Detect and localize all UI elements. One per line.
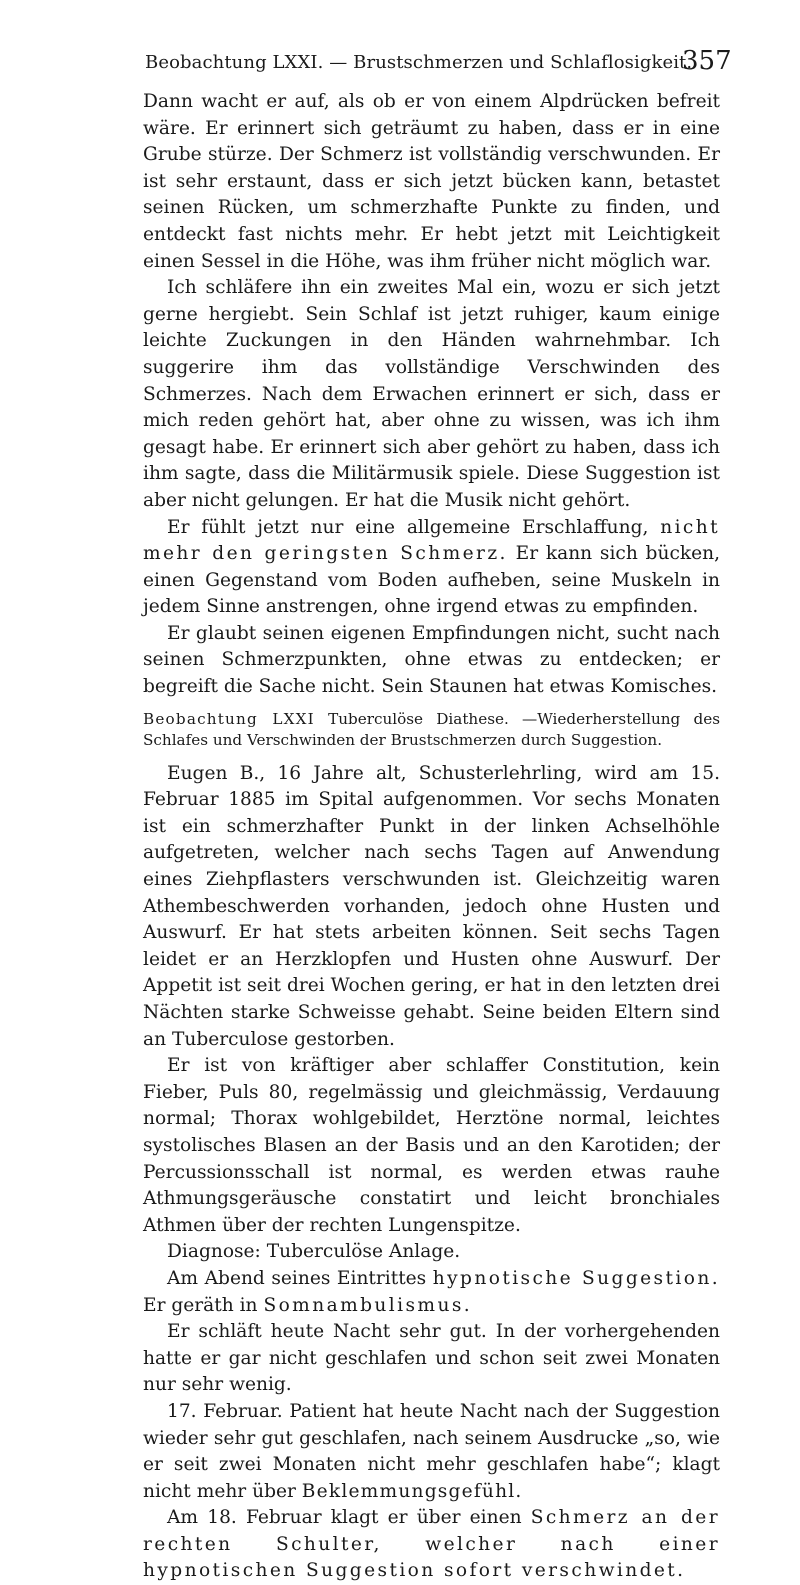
paragraph-text: Er fühlt jetzt nur eine allgemeine Erschlaffung, — [167, 516, 661, 538]
paragraph — [143, 1399, 720, 1505]
paragraph-text: Er kann sich bücken, einen Gegenstand vom Boden aufheben, seine Muskeln in jedem Sinne anstrengen, ohne irgend etwas zu empfinden. — [143, 543, 721, 618]
emphasized-text: Schmerz an der rechten Schulter, welcher nach einer hypnotischen Suggestion sofort verschwindet. — [143, 1507, 720, 1582]
paragraph: Er ist von kräftiger aber schlaffer Constitution, kein Fieber, Puls 80, regelmässig und gleichmässig, Verdauung normal; Thorax wohlgebildet, Herztöne normal, leichtes systolisches Blasen an der Basis und an den Karotiden; der Percussionsschall ist normal, es werden etwas rauhe Athmungsgeräusche constatirt und leicht bronchiales Athmen über der rechten Lungenspitze. — [143, 1055, 720, 1236]
emphasized-text: Beklemmungsgefühl. — [301, 1480, 523, 1502]
paragraph-text: Am Abend seines Eintrittes — [167, 1267, 433, 1289]
paragraph: Diagnose: Tuberculöse Anlage. — [167, 1241, 461, 1263]
paragraph — [143, 515, 720, 621]
observation-heading — [143, 709, 720, 751]
paragraph — [143, 1505, 720, 1585]
paragraph: Er glaubt seinen eigenen Empfindungen nicht, sucht nach seinen Schmerzpunkten, ohne etwas zu entdecken; er begreift die Sache nicht. Sein Staunen hat etwas Komisches. — [143, 622, 720, 698]
paragraph-text: Am 18. Februar klagt er über einen — [167, 1507, 531, 1529]
paragraph-text: 17. Februar. Patient hat heute Nacht nach der Suggestion wieder sehr gut geschlafen, nach seinem Ausdrucke „so, wie er seit zwei Monaten nicht mehr geschlafen habe“; klagt nicht mehr über — [143, 1400, 720, 1502]
body-text — [143, 89, 720, 1585]
paragraph: Eugen B., 16 Jahre alt, Schusterlehrling, wird am 15. Februar 1885 im Spital aufgenommen. Vor sechs Monaten ist ein schmerzhafter Punkt in der linken Achselhöhle aufgetreten, welcher nach sechs Tagen auf Anwendung eines Ziehpflasters verschwunden ist. Gleichzeitig waren Athembeschwerden vorhanden, jedoch ohne Husten und Auswurf. Er hat stets arbeiten können. Seit sechs Tagen leidet er an Herzklopfen und Husten ohne Auswurf. Der Appetit ist seit drei Wochen gering, er hat in den letzten drei Nächten starke Schweisse gehabt. Seine beiden Eltern sind an Tuberculose gestorben. — [143, 762, 720, 1050]
paragraph: Er schläft heute Nacht sehr gut. In der vorhergehenden hatte er gar nicht geschlafen und schon seit zwei Monaten nur sehr wenig. — [143, 1321, 720, 1396]
running-head-title: Beobachtung LXXI. — Brustschmerzen und Schlaflosigkeit. — [145, 52, 693, 73]
emphasized-text: hypnotische Suggestion. — [432, 1267, 720, 1289]
observation-title: Tuberculöse Diathese. —Wiederherstellung des Schlafes und Verschwinden der Brustschmerzen durch Suggestion. — [143, 709, 720, 749]
emphasized-text: Somnambulismus. — [263, 1294, 473, 1316]
paragraph: Ich schläfere ihn ein zweites Mal ein, wozu er sich jetzt gerne hergiebt. Sein Schlaf ist jetzt ruhiger, kaum einige leichte Zuckungen in den Händen wahrnehmbar. Ich suggerire ihm das vollständige Verschwinden des Schmerzes. Nach dem Erwachen erinnert er sich, dass er mich reden gehört hat, aber ohne zu wissen, was ich ihm gesagt habe. Er erinnert sich aber gehört zu haben, dass ich ihm sagte, dass die Militärmusik spiele. Diese Suggestion ist aber nicht gelungen. Er hat die Musik nicht gehört. — [143, 277, 720, 511]
observation-number: Beobachtung LXXI — [143, 709, 315, 728]
paragraph-text: Er geräth in — [143, 1294, 264, 1316]
page-number: 357 — [682, 46, 732, 76]
emphasized-text: nicht mehr den geringsten Schmerz. — [143, 516, 720, 565]
paragraph: Dann wacht er auf, als ob er von einem Alpdrücken befreit wäre. Er erinnert sich geträumt zu haben, dass er in eine Grube stürze. Der Schmerz ist vollständig verschwunden. Er ist sehr erstaunt, dass er sich jetzt bücken kann, betastet seinen Rücken, um schmerzhafte Punkte zu finden, und entdeckt fast nichts mehr. Er hebt jetzt mit Leichtigkeit einen Sessel in die Höhe, was ihm früher nicht möglich war. — [143, 91, 720, 272]
paragraph — [143, 1266, 720, 1319]
